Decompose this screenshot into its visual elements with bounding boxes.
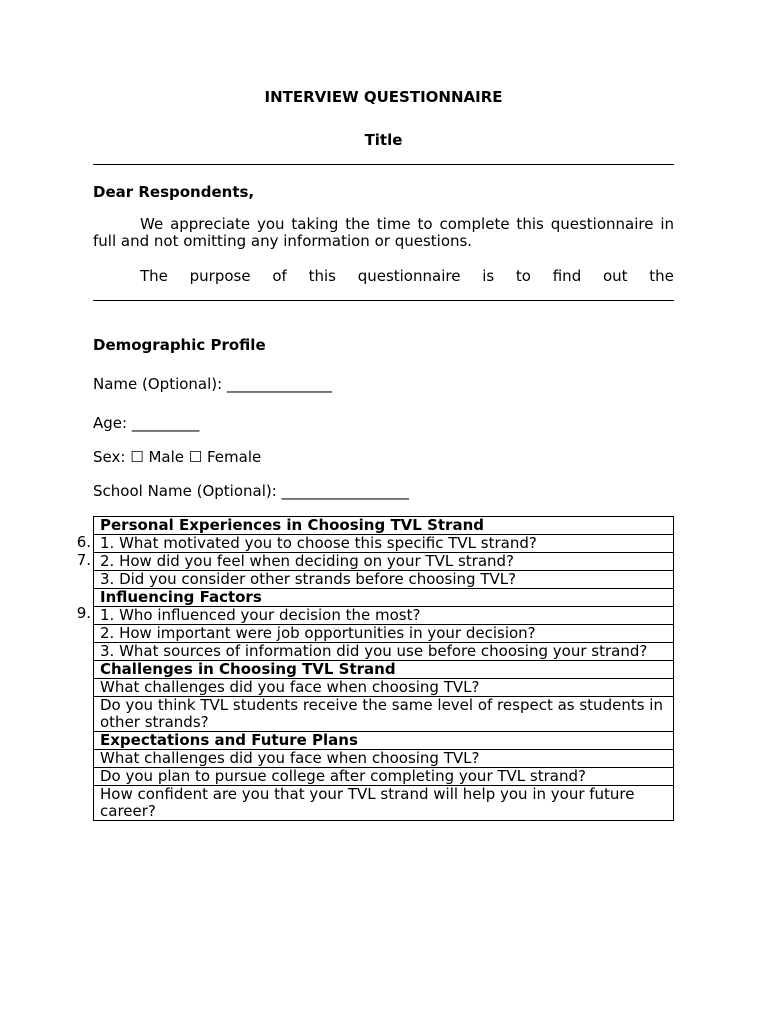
male-checkbox-icon[interactable]: ☐ bbox=[130, 448, 144, 466]
purpose-word: The bbox=[140, 267, 168, 285]
question-text: 1. Who influenced your decision the most? bbox=[94, 607, 674, 625]
greeting: Dear Respondents, bbox=[93, 183, 255, 201]
sex-label: Sex: bbox=[93, 448, 126, 466]
question-text: 3. Did you consider other strands before choosing TVL? bbox=[94, 571, 674, 589]
question-text: How confident are you that your TVL strand will help you in your future career? bbox=[94, 786, 674, 821]
table-row bbox=[94, 679, 674, 697]
purpose-word: purpose bbox=[189, 267, 251, 285]
age-label: Age: bbox=[93, 414, 128, 432]
question-text: What challenges did you face when choosing TVL? bbox=[94, 750, 674, 768]
table-row bbox=[94, 768, 674, 786]
purpose-line bbox=[93, 268, 674, 285]
question-text: Do you think TVL students receive the same level of respect as students in other strands? bbox=[94, 697, 674, 732]
table-row bbox=[94, 553, 674, 571]
purpose-word: this bbox=[308, 267, 336, 285]
table-row bbox=[94, 607, 674, 625]
document-title: INTERVIEW QUESTIONNAIRE bbox=[264, 88, 503, 106]
school-field[interactable] bbox=[93, 482, 409, 500]
table-row bbox=[94, 750, 674, 768]
female-label: Female bbox=[206, 448, 262, 466]
question-text: 2. How did you feel when deciding on your TVL strand? bbox=[94, 553, 674, 571]
school-label: School Name (Optional): bbox=[93, 482, 277, 500]
age-field[interactable] bbox=[93, 414, 199, 432]
table-row bbox=[94, 571, 674, 589]
age-blank[interactable]: _________ bbox=[131, 414, 200, 432]
table-section-row bbox=[94, 517, 674, 535]
name-blank[interactable]: ______________ bbox=[226, 375, 332, 393]
question-text: 1. What motivated you to choose this specific TVL strand? bbox=[94, 535, 674, 553]
table-row bbox=[94, 643, 674, 661]
purpose-word: is bbox=[482, 267, 495, 285]
sex-field bbox=[93, 448, 261, 466]
section-heading: Expectations and Future Plans bbox=[94, 732, 674, 750]
intro-paragraph: We appreciate you taking the time to complete this questionnaire in full and not omitting any information or questions. bbox=[93, 215, 674, 250]
document-subtitle: Title bbox=[364, 131, 403, 149]
purpose-word: questionnaire bbox=[357, 267, 461, 285]
table-row bbox=[94, 535, 674, 553]
purpose-word: the bbox=[649, 267, 674, 285]
table-row bbox=[94, 697, 674, 732]
purpose-word: to bbox=[515, 267, 531, 285]
name-label: Name (Optional): bbox=[93, 375, 223, 393]
questions-table bbox=[93, 516, 674, 821]
question-text: What challenges did you face when choosing TVL? bbox=[94, 679, 674, 697]
table-section-row bbox=[94, 661, 674, 679]
section-heading: Personal Experiences in Choosing TVL Strand bbox=[94, 517, 674, 535]
table-row bbox=[94, 786, 674, 821]
male-label: Male bbox=[148, 448, 184, 466]
section-heading: Challenges in Choosing TVL Strand bbox=[94, 661, 674, 679]
table-row bbox=[94, 625, 674, 643]
name-field[interactable] bbox=[93, 375, 332, 393]
purpose-word: find bbox=[552, 267, 582, 285]
question-text: Do you plan to pursue college after completing your TVL strand? bbox=[94, 768, 674, 786]
question-text: 3. What sources of information did you use before choosing your strand? bbox=[94, 643, 674, 661]
margin-number: 6. bbox=[76, 533, 91, 551]
purpose-word: out bbox=[602, 267, 628, 285]
margin-number: 7. bbox=[76, 551, 91, 569]
purpose-word: of bbox=[272, 267, 287, 285]
table-section-row bbox=[94, 589, 674, 607]
table-section-row bbox=[94, 732, 674, 750]
female-checkbox-icon[interactable]: ☐ bbox=[188, 448, 203, 466]
margin-number: 9. bbox=[76, 604, 91, 622]
demographic-heading: Demographic Profile bbox=[93, 336, 266, 354]
purpose-blank-line bbox=[93, 300, 674, 301]
section-heading: Influencing Factors bbox=[94, 589, 674, 607]
question-text: 2. How important were job opportunities in your decision? bbox=[94, 625, 674, 643]
school-blank[interactable]: _________________ bbox=[281, 482, 410, 500]
title-underline bbox=[93, 164, 674, 165]
